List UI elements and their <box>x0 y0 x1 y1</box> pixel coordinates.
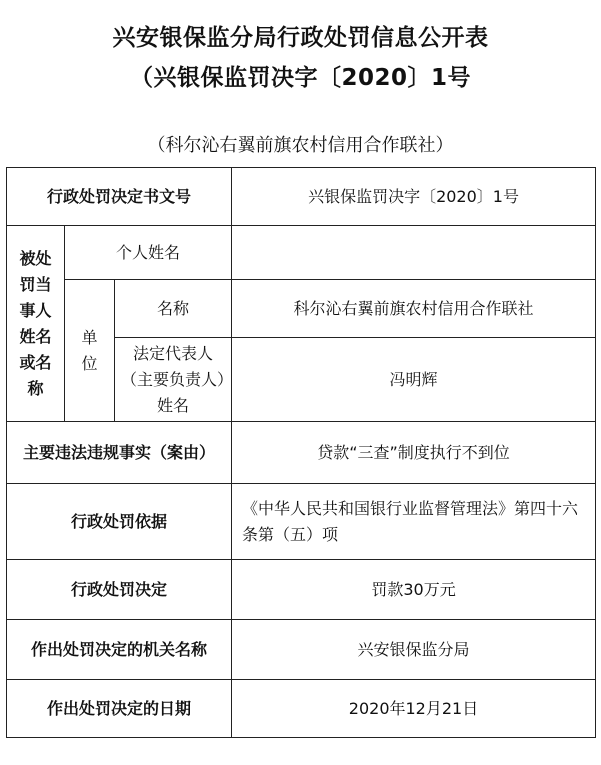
document-title: 兴安银保监分局行政处罚信息公开表 <box>112 25 489 51</box>
party-label <box>7 226 65 422</box>
unit-name-label: 名称 <box>115 280 232 338</box>
basis-label: 行政处罚依据 <box>7 484 232 560</box>
table-row-date <box>7 680 596 738</box>
penalty-info-table <box>6 167 596 738</box>
party-label-text: 被处 罚当 事人 姓名 或名 称 <box>19 248 52 398</box>
violation-label: 主要违法违规事实（案由） <box>7 422 232 484</box>
individual-name-value <box>232 226 596 280</box>
authority-value: 兴安银保监分局 <box>232 620 596 680</box>
table-row-individual <box>7 226 596 280</box>
date-value: 2020年12月21日 <box>232 680 596 738</box>
legal-rep-label: 法定代表人（主要负责人）姓名 <box>115 338 232 422</box>
table-row-basis <box>7 484 596 560</box>
decision-no-value: 兴银保监罚决字〔2020〕1号 <box>232 168 596 226</box>
table-row-decision-no <box>7 168 596 226</box>
table-row-authority <box>7 620 596 680</box>
decision-label: 行政处罚决定 <box>7 560 232 620</box>
decision-no-label: 行政处罚决定书文号 <box>7 168 232 226</box>
unit-name-value: 科尔沁右翼前旗农村信用合作联社 <box>232 280 596 338</box>
authority-label: 作出处罚决定的机关名称 <box>7 620 232 680</box>
unit-label <box>65 280 115 422</box>
document-subtitle: （科尔沁右翼前旗农村信用合作联社） <box>147 135 454 156</box>
table-row-violation <box>7 422 596 484</box>
individual-name-label: 个人姓名 <box>65 226 232 280</box>
decision-value: 罚款30万元 <box>232 560 596 620</box>
violation-value: 贷款“三查”制度执行不到位 <box>232 422 596 484</box>
legal-rep-value: 冯明辉 <box>232 338 596 422</box>
basis-value: 《中华人民共和国银行业监督管理法》第四十六条第（五）项 <box>232 484 596 560</box>
unit-label-text: 单 位 <box>81 327 98 373</box>
date-label: 作出处罚决定的日期 <box>7 680 232 738</box>
document-title-line2: （兴银保监罚决字〔2020〕1号 <box>129 65 472 91</box>
table-row-unit-name <box>7 280 596 338</box>
table-row-decision <box>7 560 596 620</box>
